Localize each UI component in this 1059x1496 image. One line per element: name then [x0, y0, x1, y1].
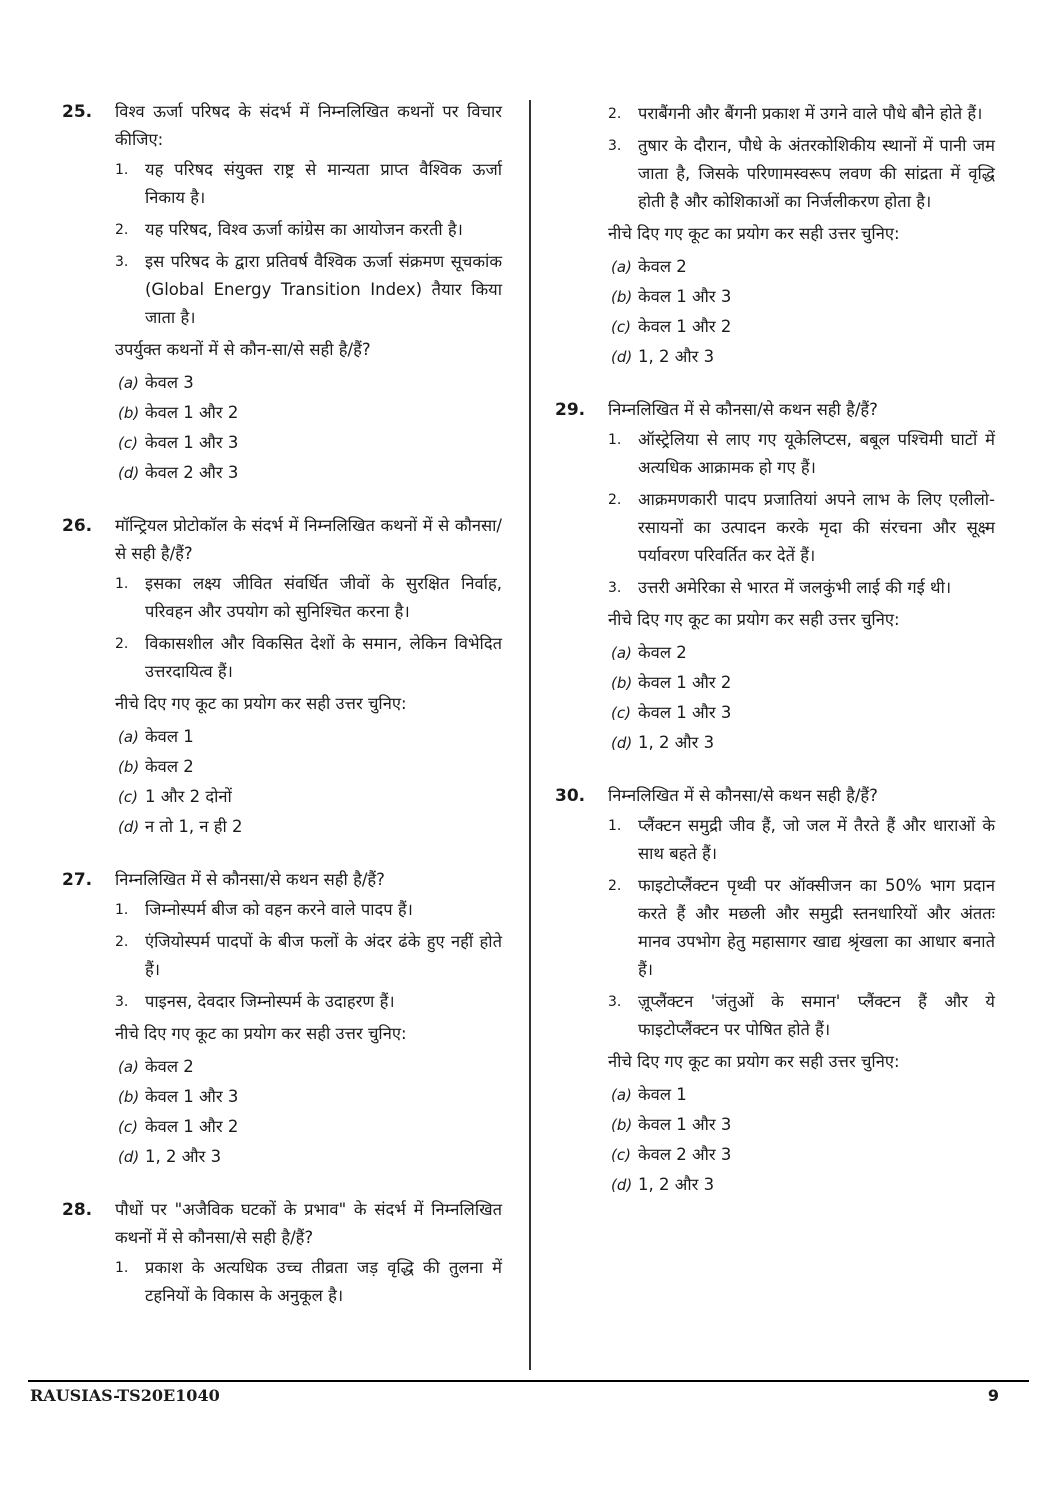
question-text: निम्नलिखित में से कौनसा/से कथन सही है/हैं?	[608, 786, 878, 805]
answer-option	[608, 282, 995, 312]
statement-number: 3.	[608, 138, 622, 154]
statement	[115, 1254, 502, 1310]
option-label: (c)	[118, 434, 138, 452]
statement-list	[115, 156, 502, 332]
answer-instruction: नीचे दिए गए कूट का प्रयोग कर सही उत्तर चुनिए:	[608, 224, 900, 243]
statement	[608, 574, 995, 602]
question-28	[62, 1196, 502, 1310]
statement-text: आक्रमणकारी पादप प्रजातियां अपने लाभ के लिए एलीलो-रसायनों का उत्पादन करके मृदा की संरचना और सूक्ष्म पर्यावरण परिवर्तित कर देतें हैं।	[638, 490, 995, 565]
option-label: (d)	[611, 1176, 633, 1194]
answer-instruction: नीचे दिए गए कूट का प्रयोग कर सही उत्तर चुनिए:	[115, 1024, 407, 1043]
option-text: केवल 2	[638, 257, 687, 276]
statement-number: 1.	[115, 902, 129, 918]
option-label: (a)	[118, 1058, 139, 1076]
option-text: केवल 1 और 3	[638, 287, 732, 306]
option-label: (d)	[118, 1148, 140, 1166]
option-text: केवल 1 और 2	[638, 317, 732, 336]
option-text: केवल 1 और 3	[638, 1115, 732, 1134]
answer-option	[115, 1112, 502, 1142]
answer-option	[115, 368, 502, 398]
option-text: 1, 2 और 3	[638, 347, 715, 366]
option-text: 1, 2 और 3	[145, 1147, 222, 1166]
option-text: केवल 3	[145, 373, 194, 392]
statement-number: 2.	[608, 878, 622, 894]
option-text: केवल 2	[145, 757, 194, 776]
question-text: विश्व ऊर्जा परिषद के संदर्भ में निम्नलिखित कथनों पर विचार कीजिए:	[115, 102, 502, 149]
statement	[608, 486, 995, 570]
statement-text: ज़ूप्लैंक्टन 'जंतुओं के समान' प्लैंक्टन हैं और ये फाइटोप्लैंक्टन पर पोषित होते हैं।	[638, 992, 995, 1039]
statement	[608, 426, 995, 482]
statement-text: ऑस्ट्रेलिया से लाए गए यूकेलिप्टस, बबूल पश्चिमी घाटों में अत्यधिक आक्रामक हो गए हैं।	[638, 430, 995, 477]
statement-number: 2.	[115, 934, 129, 950]
option-text: केवल 1 और 2	[145, 403, 239, 422]
right-column	[555, 98, 995, 1224]
statement-number: 1.	[608, 432, 622, 448]
option-list	[115, 722, 502, 842]
statement-text: इसका लक्ष्य जीवित संवर्धित जीवों के सुरक्षित निर्वाह, परिवहन और उपयोग को सुनिश्चित करना है।	[145, 574, 502, 621]
statement-number: 3.	[115, 994, 129, 1010]
option-label: (c)	[611, 318, 631, 336]
option-text: केवल 1 और 3	[638, 703, 732, 722]
answer-option	[608, 342, 995, 372]
option-text: केवल 2 और 3	[638, 1145, 732, 1164]
option-label: (c)	[611, 1146, 631, 1164]
statement-number: 3.	[608, 580, 622, 596]
answer-instruction: उपर्युक्त कथनों में से कौन-सा/से सही है/हैं?	[115, 340, 371, 359]
statement-text: इस परिषद के द्वारा प्रतिवर्ष वैश्विक ऊर्जा संक्रमण सूचकांक (Global Energy Transition Index) तैयार किया जाता है।	[145, 252, 502, 327]
statement	[115, 928, 502, 984]
statement-text: प्लैंक्टन समुद्री जीव हैं, जो जल में तैरते हैं और धाराओं के साथ बहते हैं।	[638, 816, 995, 863]
option-text: केवल 1	[638, 1085, 687, 1104]
option-list	[115, 1052, 502, 1172]
option-text: केवल 1 और 3	[145, 433, 239, 452]
statement-list	[608, 812, 995, 1044]
answer-option	[608, 728, 995, 758]
statement-number: 2.	[608, 106, 622, 122]
option-label: (d)	[118, 818, 140, 836]
option-label: (c)	[118, 1118, 138, 1136]
question-number: 25.	[62, 102, 93, 122]
statement	[115, 570, 502, 626]
page-number: 9	[987, 1386, 999, 1405]
statement-list	[115, 570, 502, 686]
answer-option	[115, 1052, 502, 1082]
statement	[115, 630, 502, 686]
answer-option	[608, 1080, 995, 1110]
question-number: 30.	[555, 786, 586, 806]
statement-text: पराबैंगनी और बैंगनी प्रकाश में उगने वाले पौधे बौने होते हैं।	[638, 104, 983, 123]
statement	[115, 216, 502, 244]
option-text: केवल 2 और 3	[145, 463, 239, 482]
statement-number: 1.	[115, 1260, 129, 1276]
answer-option	[115, 428, 502, 458]
answer-option	[608, 252, 995, 282]
option-text: 1 और 2 दोनों	[145, 787, 232, 806]
question-26	[62, 512, 502, 842]
question-number: 29.	[555, 400, 586, 420]
answer-option	[608, 668, 995, 698]
answer-option	[608, 312, 995, 342]
option-label: (b)	[611, 674, 633, 692]
footer-code: RAUSIAS-TS20E1040	[30, 1386, 220, 1405]
statement	[115, 248, 502, 332]
option-label: (b)	[611, 1116, 633, 1134]
statement-number: 1.	[115, 576, 129, 592]
statement-text: यह परिषद, विश्व ऊर्जा कांग्रेस का आयोजन करती है।	[145, 220, 463, 239]
statement-text: जिम्नोस्पर्म बीज को वहन करने वाले पादप हैं।	[145, 900, 413, 919]
option-label: (a)	[611, 258, 632, 276]
answer-option	[115, 752, 502, 782]
answer-option	[608, 1140, 995, 1170]
option-label: (a)	[118, 728, 139, 746]
option-list	[608, 1080, 995, 1200]
option-list	[608, 638, 995, 758]
option-label: (c)	[118, 788, 138, 806]
option-label: (d)	[611, 348, 633, 366]
statement-text: तुषार के दौरान, पौधे के अंतरकोशिकीय स्थानों में पानी जम जाता है, जिसके परिणामस्वरूप लवण की सांद्रता में वृद्धि होती है और कोशिकाओं का निर्जलीकरण होता है।	[638, 136, 995, 211]
statement	[608, 132, 995, 216]
answer-option	[608, 698, 995, 728]
statement-text: पाइनस, देवदार जिम्नोस्पर्म के उदाहरण हैं।	[145, 992, 395, 1011]
answer-instruction: नीचे दिए गए कूट का प्रयोग कर सही उत्तर चुनिए:	[608, 1052, 900, 1071]
statement	[608, 812, 995, 868]
answer-option	[115, 1082, 502, 1112]
statement-number: 2.	[608, 492, 622, 508]
statement-number: 3.	[608, 994, 622, 1010]
option-label: (c)	[611, 704, 631, 722]
option-label: (d)	[611, 734, 633, 752]
option-text: 1, 2 और 3	[638, 1175, 715, 1194]
option-text: 1, 2 और 3	[638, 733, 715, 752]
statement	[115, 896, 502, 924]
answer-option	[115, 1142, 502, 1172]
statement-text: विकासशील और विकसित देशों के समान, लेकिन विभेदित उत्तरदायित्व हैं।	[145, 634, 502, 681]
option-text: केवल 1 और 3	[145, 1087, 239, 1106]
statement	[608, 988, 995, 1044]
answer-option	[115, 722, 502, 752]
question-text: पौधों पर "अजैविक घटकों के प्रभाव" के संदर्भ में निम्नलिखित कथनों में से कौनसा/से सही है/हैं?	[115, 1200, 502, 1247]
option-text: केवल 2	[638, 643, 687, 662]
statement-text: यह परिषद संयुक्त राष्ट्र से मान्यता प्राप्त वैश्विक ऊर्जा निकाय है।	[145, 160, 502, 207]
answer-instruction: नीचे दिए गए कूट का प्रयोग कर सही उत्तर चुनिए:	[115, 694, 407, 713]
statement-number: 1.	[608, 818, 622, 834]
question-29	[555, 396, 995, 758]
option-text: केवल 1 और 2	[145, 1117, 239, 1136]
option-text: केवल 1	[145, 727, 194, 746]
statement-number: 3.	[115, 254, 129, 270]
statement-text: एंजियोस्पर्म पादपों के बीज फलों के अंदर ढंके हुए नहीं होते हैं।	[145, 932, 502, 979]
statement-list	[115, 896, 502, 1016]
statement-list	[115, 1254, 502, 1310]
question-number: 27.	[62, 870, 93, 890]
statement-text: फाइटोप्लैंक्टन पृथ्वी पर ऑक्सीजन का 50% भाग प्रदान करते हैं और मछली और समुद्री स्तनधारियों और अंततः मानव उपभोग हेतु महासागर खाद्य श्रृंखला का आधार बनाते हैं।	[638, 876, 995, 979]
answer-option	[608, 638, 995, 668]
question-27	[62, 866, 502, 1172]
answer-option	[608, 1110, 995, 1140]
option-text: केवल 1 और 2	[638, 673, 732, 692]
question-30	[555, 782, 995, 1200]
statement	[115, 156, 502, 212]
option-label: (a)	[118, 374, 139, 392]
column-divider	[529, 100, 531, 1370]
statement	[115, 988, 502, 1016]
answer-option	[608, 1170, 995, 1200]
answer-option	[115, 812, 502, 842]
answer-instruction: नीचे दिए गए कूट का प्रयोग कर सही उत्तर चुनिए:	[608, 610, 900, 629]
option-label: (d)	[118, 464, 140, 482]
answer-option	[115, 398, 502, 428]
question-28-continued	[555, 100, 995, 372]
option-label: (b)	[118, 404, 140, 422]
footer-rule	[28, 1380, 1029, 1382]
question-text: निम्नलिखित में से कौनसा/से कथन सही है/हैं?	[608, 400, 878, 419]
question-number: 26.	[62, 516, 93, 536]
question-25	[62, 98, 502, 488]
statement-text: उत्तरी अमेरिका से भारत में जलकुंभी लाई की गई थी।	[638, 578, 952, 597]
statement-number: 2.	[115, 636, 129, 652]
option-label: (b)	[118, 1088, 140, 1106]
question-text: निम्नलिखित में से कौनसा/से कथन सही है/हैं?	[115, 870, 385, 889]
answer-option	[115, 782, 502, 812]
right-column-questions	[555, 396, 995, 1200]
question-text: मॉन्ट्रियल प्रोटोकॉल के संदर्भ में निम्नलिखित कथनों में से कौनसा/से सही है/हैं?	[115, 516, 502, 563]
question-number: 28.	[62, 1200, 93, 1220]
left-column	[62, 98, 502, 1334]
statement-number: 2.	[115, 222, 129, 238]
option-label: (b)	[118, 758, 140, 776]
option-text: न तो 1, न ही 2	[145, 817, 243, 836]
option-list	[608, 252, 995, 372]
statement	[608, 100, 995, 128]
statement	[608, 872, 995, 984]
option-list	[115, 368, 502, 488]
option-label: (b)	[611, 288, 633, 306]
option-label: (a)	[611, 644, 632, 662]
option-label: (a)	[611, 1086, 632, 1104]
statement-number: 1.	[115, 162, 129, 178]
option-text: केवल 2	[145, 1057, 194, 1076]
statement-text: प्रकाश के अत्यधिक उच्च तीव्रता जड़ वृद्धि की तुलना में टहनियों के विकास के अनुकूल है।	[145, 1258, 502, 1305]
answer-option	[115, 458, 502, 488]
statement-list	[608, 426, 995, 602]
statement-list	[608, 100, 995, 216]
